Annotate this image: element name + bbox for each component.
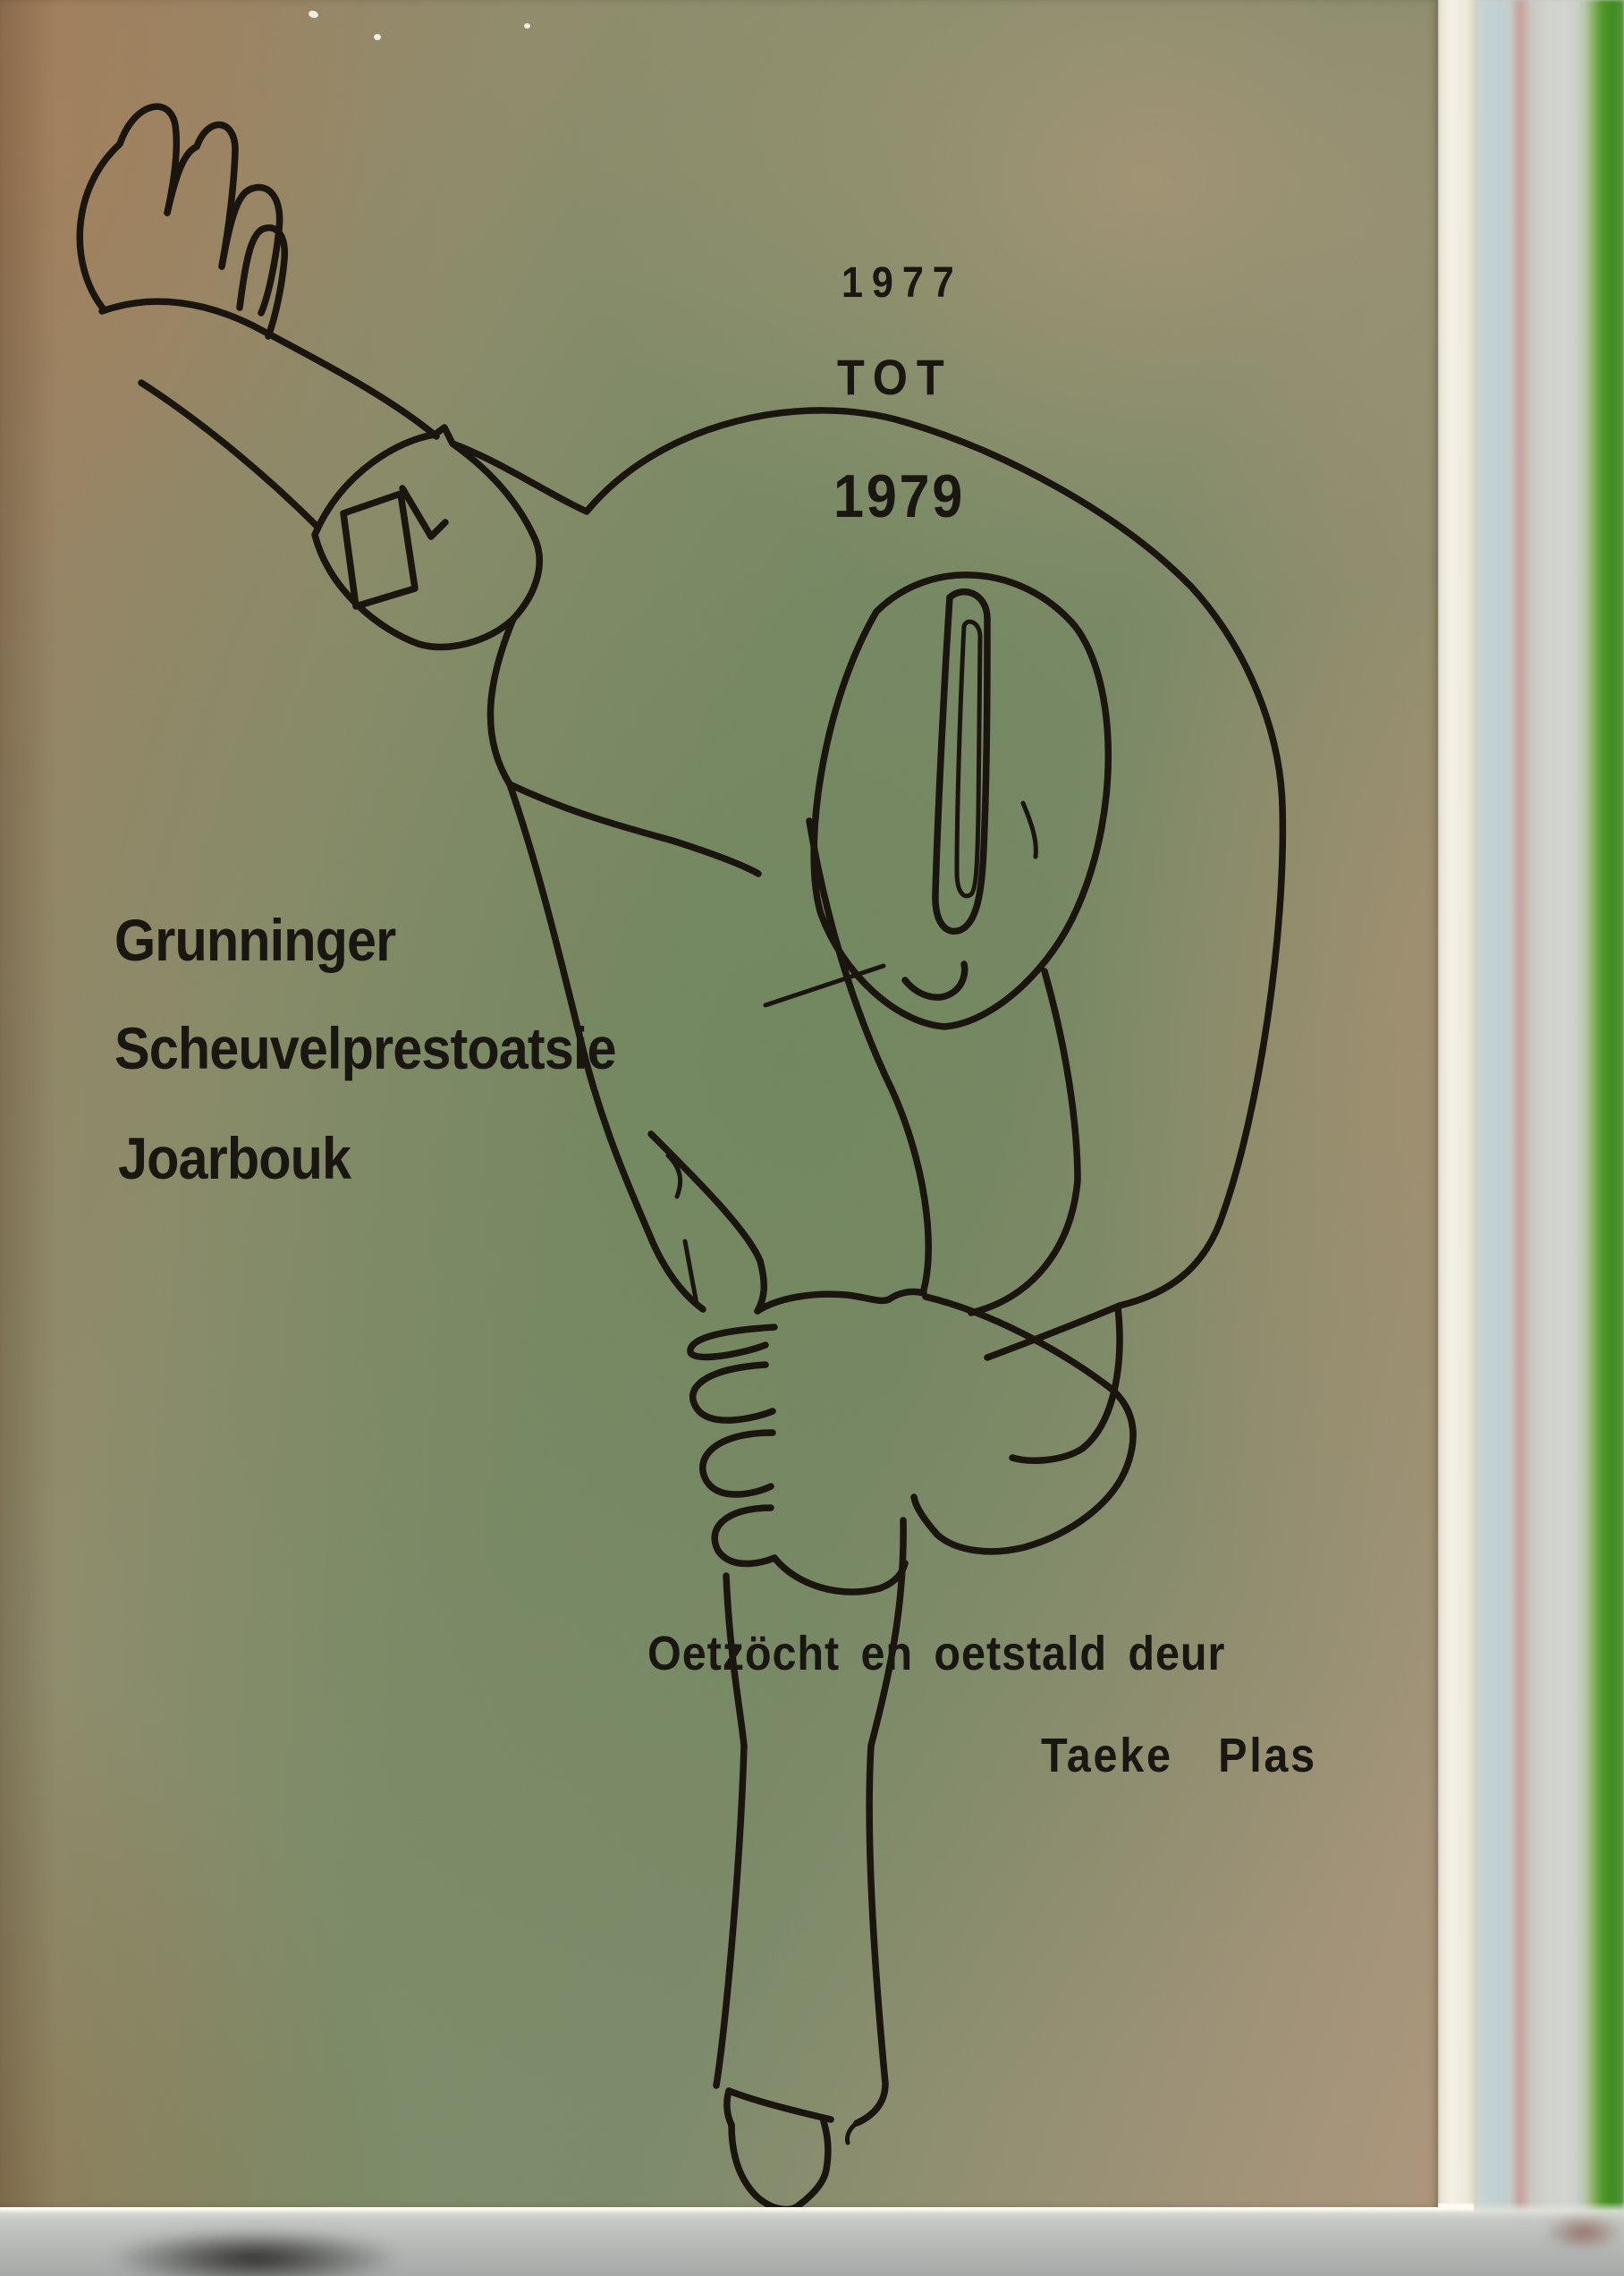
skater-mitt-and-hip	[914, 1297, 1133, 1552]
book-page-edge	[1433, 0, 1477, 2229]
scanner-edge-stripes	[1474, 0, 1624, 2245]
year-tot: TOT	[837, 349, 953, 405]
scanner-smudge	[1544, 2214, 1624, 2250]
skater-back-outline	[453, 410, 1282, 1358]
scanner-shadow-blob	[107, 2229, 402, 2276]
title-line-1: Grunninger	[114, 907, 396, 973]
skater-cuff-watch	[315, 427, 539, 647]
skater-forearm	[102, 301, 436, 526]
skater-leg-and-skate	[716, 1520, 903, 2207]
skater-fist	[690, 1291, 924, 1592]
credit-line: Oetzöcht en oetstald deur	[647, 1627, 1226, 1680]
skater-right-arm	[809, 821, 1078, 1313]
skater-knee-blade	[651, 1134, 764, 1311]
year-end: 1979	[833, 462, 965, 530]
skater-head-hood	[765, 575, 1108, 1027]
year-start: 1977	[842, 259, 963, 307]
title-line-3: Joarbouk	[118, 1125, 351, 1191]
author-name: Taeke Plas	[1041, 1729, 1317, 1782]
title-line-2: Scheuvelprestoatsie	[114, 1015, 616, 1081]
